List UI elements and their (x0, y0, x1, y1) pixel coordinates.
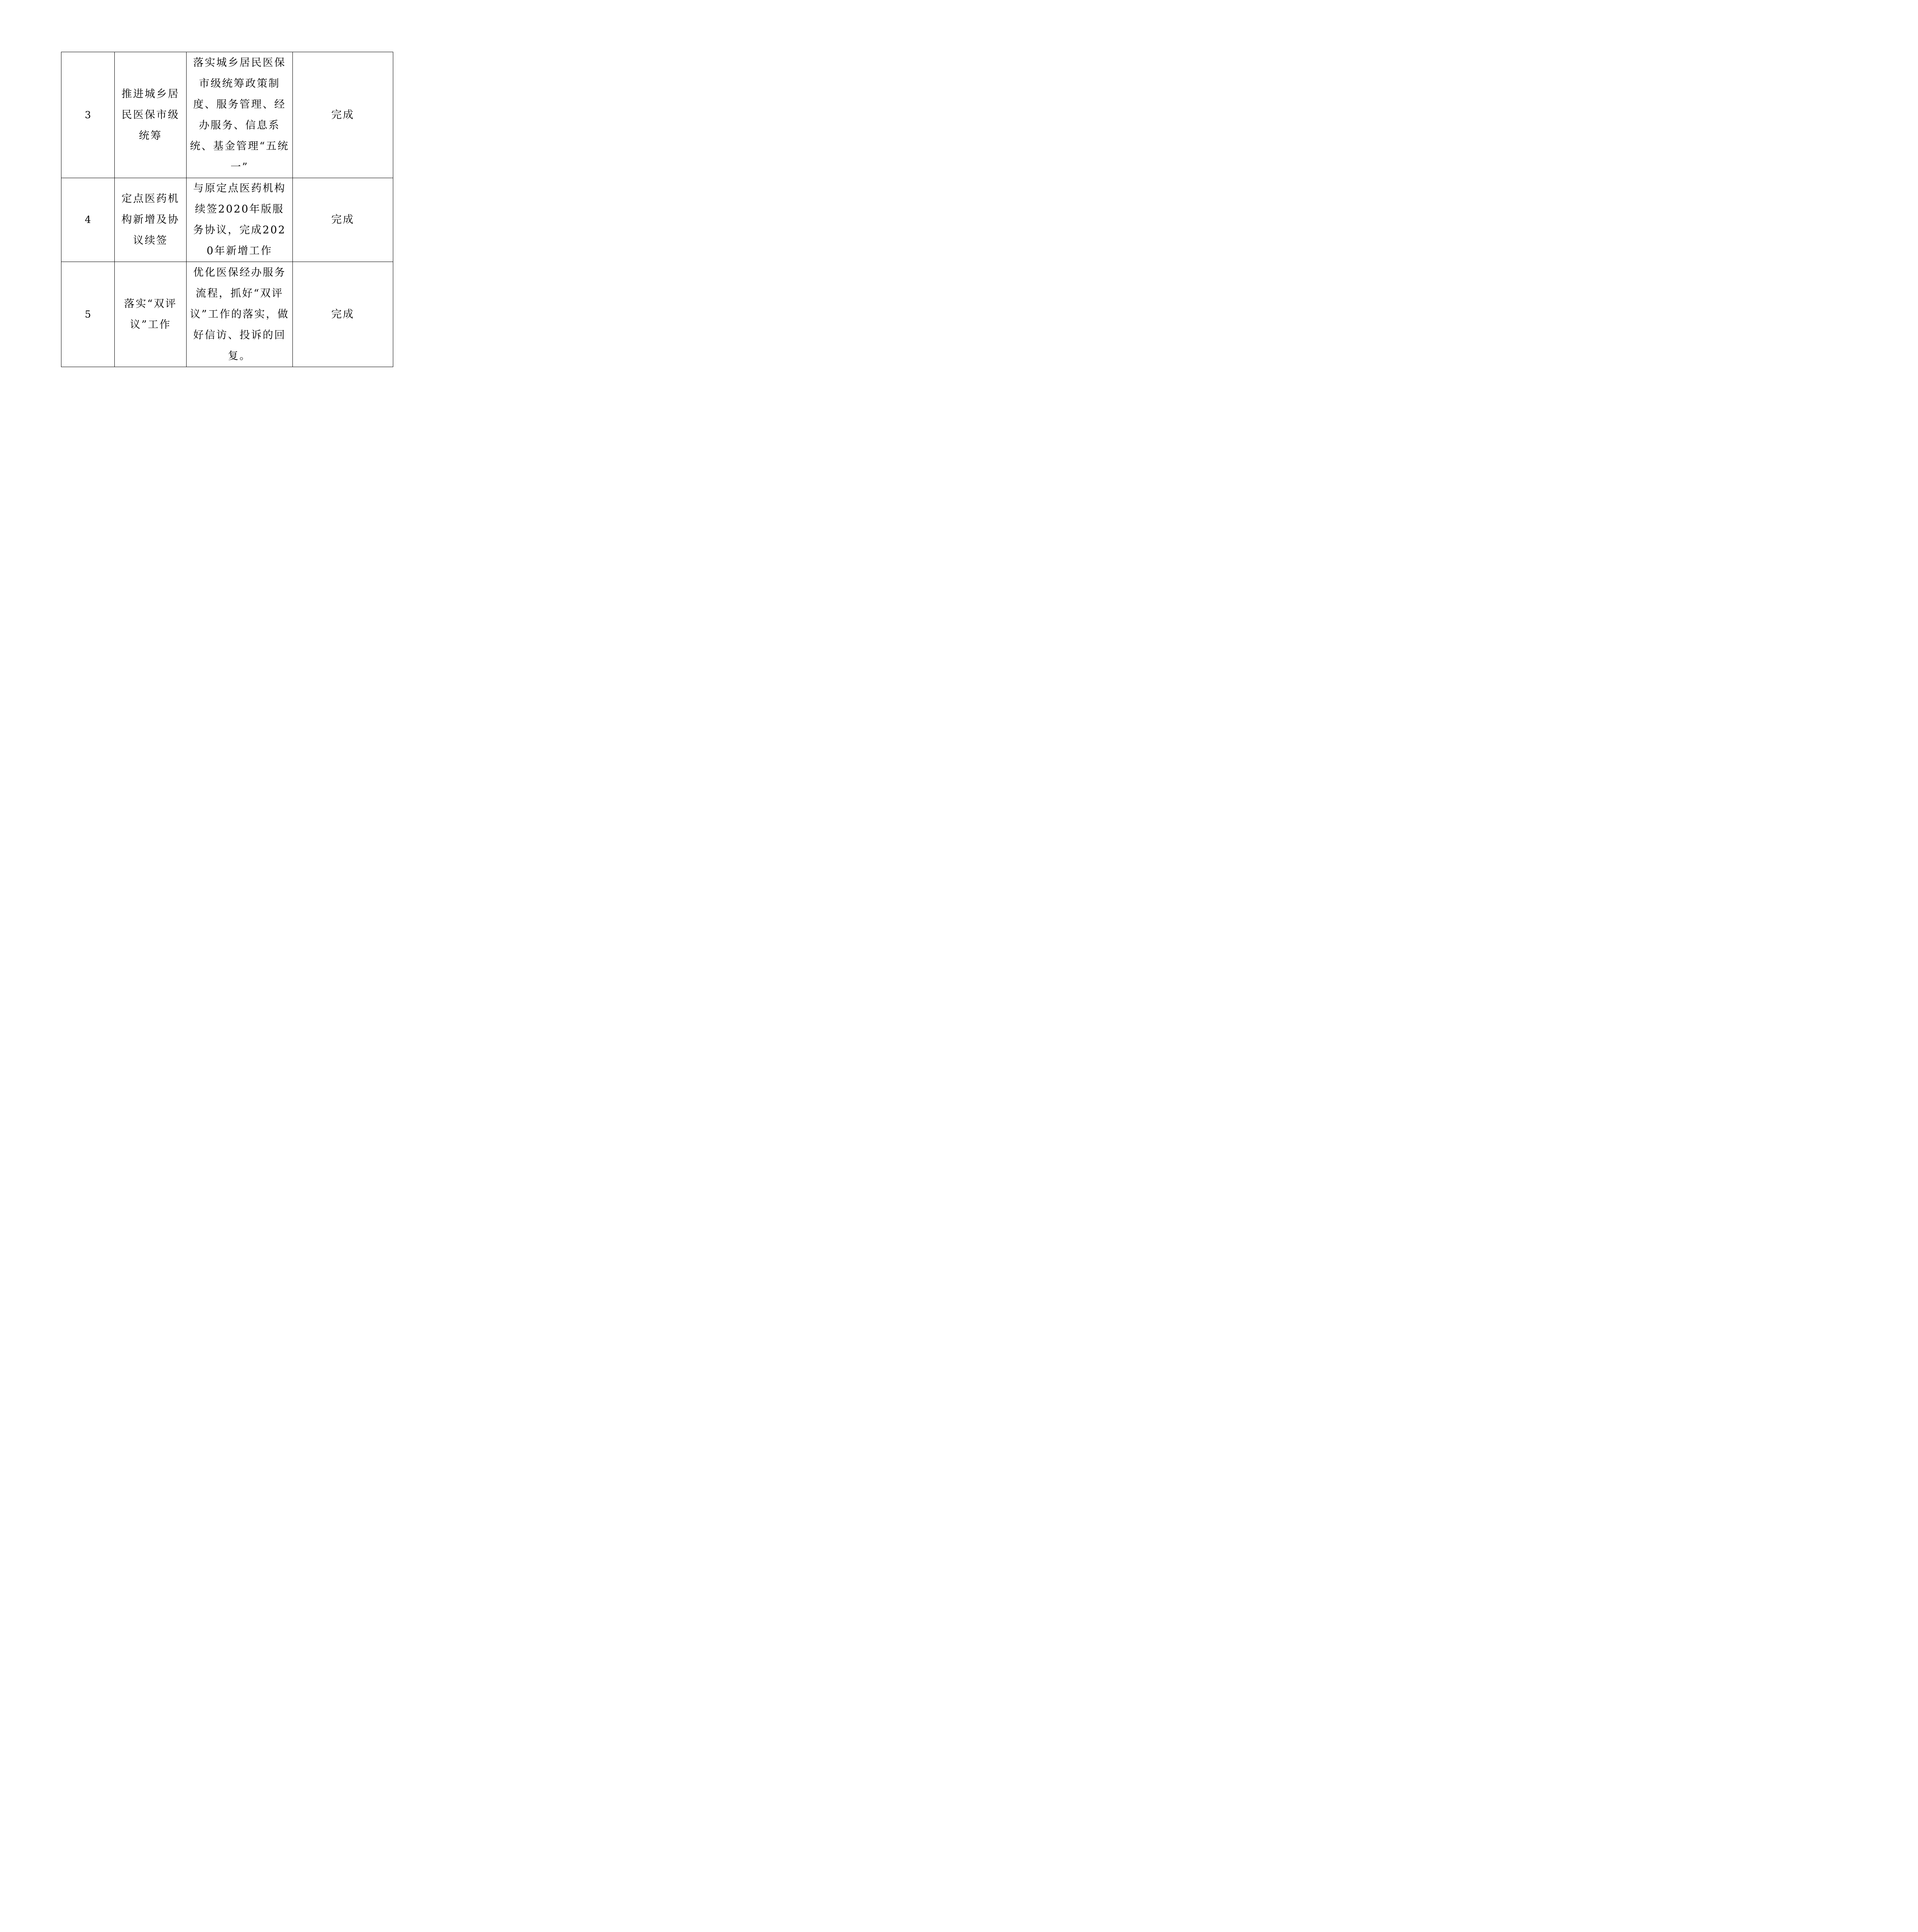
row-number: 4 (85, 214, 91, 225)
document-page (0, 0, 426, 603)
work-plan-table (61, 52, 393, 367)
row-number: 5 (85, 308, 91, 320)
status-cell: 完成 (293, 262, 393, 367)
table-row (61, 52, 393, 178)
table-row (61, 262, 393, 367)
status-cell: 完成 (293, 52, 393, 178)
task-cell: 落实“双评议”工作 (115, 262, 187, 367)
row-number: 3 (85, 109, 91, 121)
row-number-cell (61, 178, 115, 262)
row-number-cell (61, 262, 115, 367)
row-number-cell (61, 52, 115, 178)
task-cell: 定点医药机构新增及协议续签 (115, 178, 187, 262)
status-cell: 完成 (293, 178, 393, 262)
content-cell: 落实城乡居民医保市级统筹政策制度、服务管理、经办服务、信息系统、基金管理“五统一” (187, 52, 293, 178)
table-row (61, 178, 393, 262)
content-cell: 与原定点医药机构续签2020年版服务协议，完成2020年新增工作 (187, 178, 293, 262)
task-cell: 推进城乡居民医保市级统筹 (115, 52, 187, 178)
content-cell: 优化医保经办服务流程，抓好“双评议”工作的落实，做好信访、投诉的回复。 (187, 262, 293, 367)
